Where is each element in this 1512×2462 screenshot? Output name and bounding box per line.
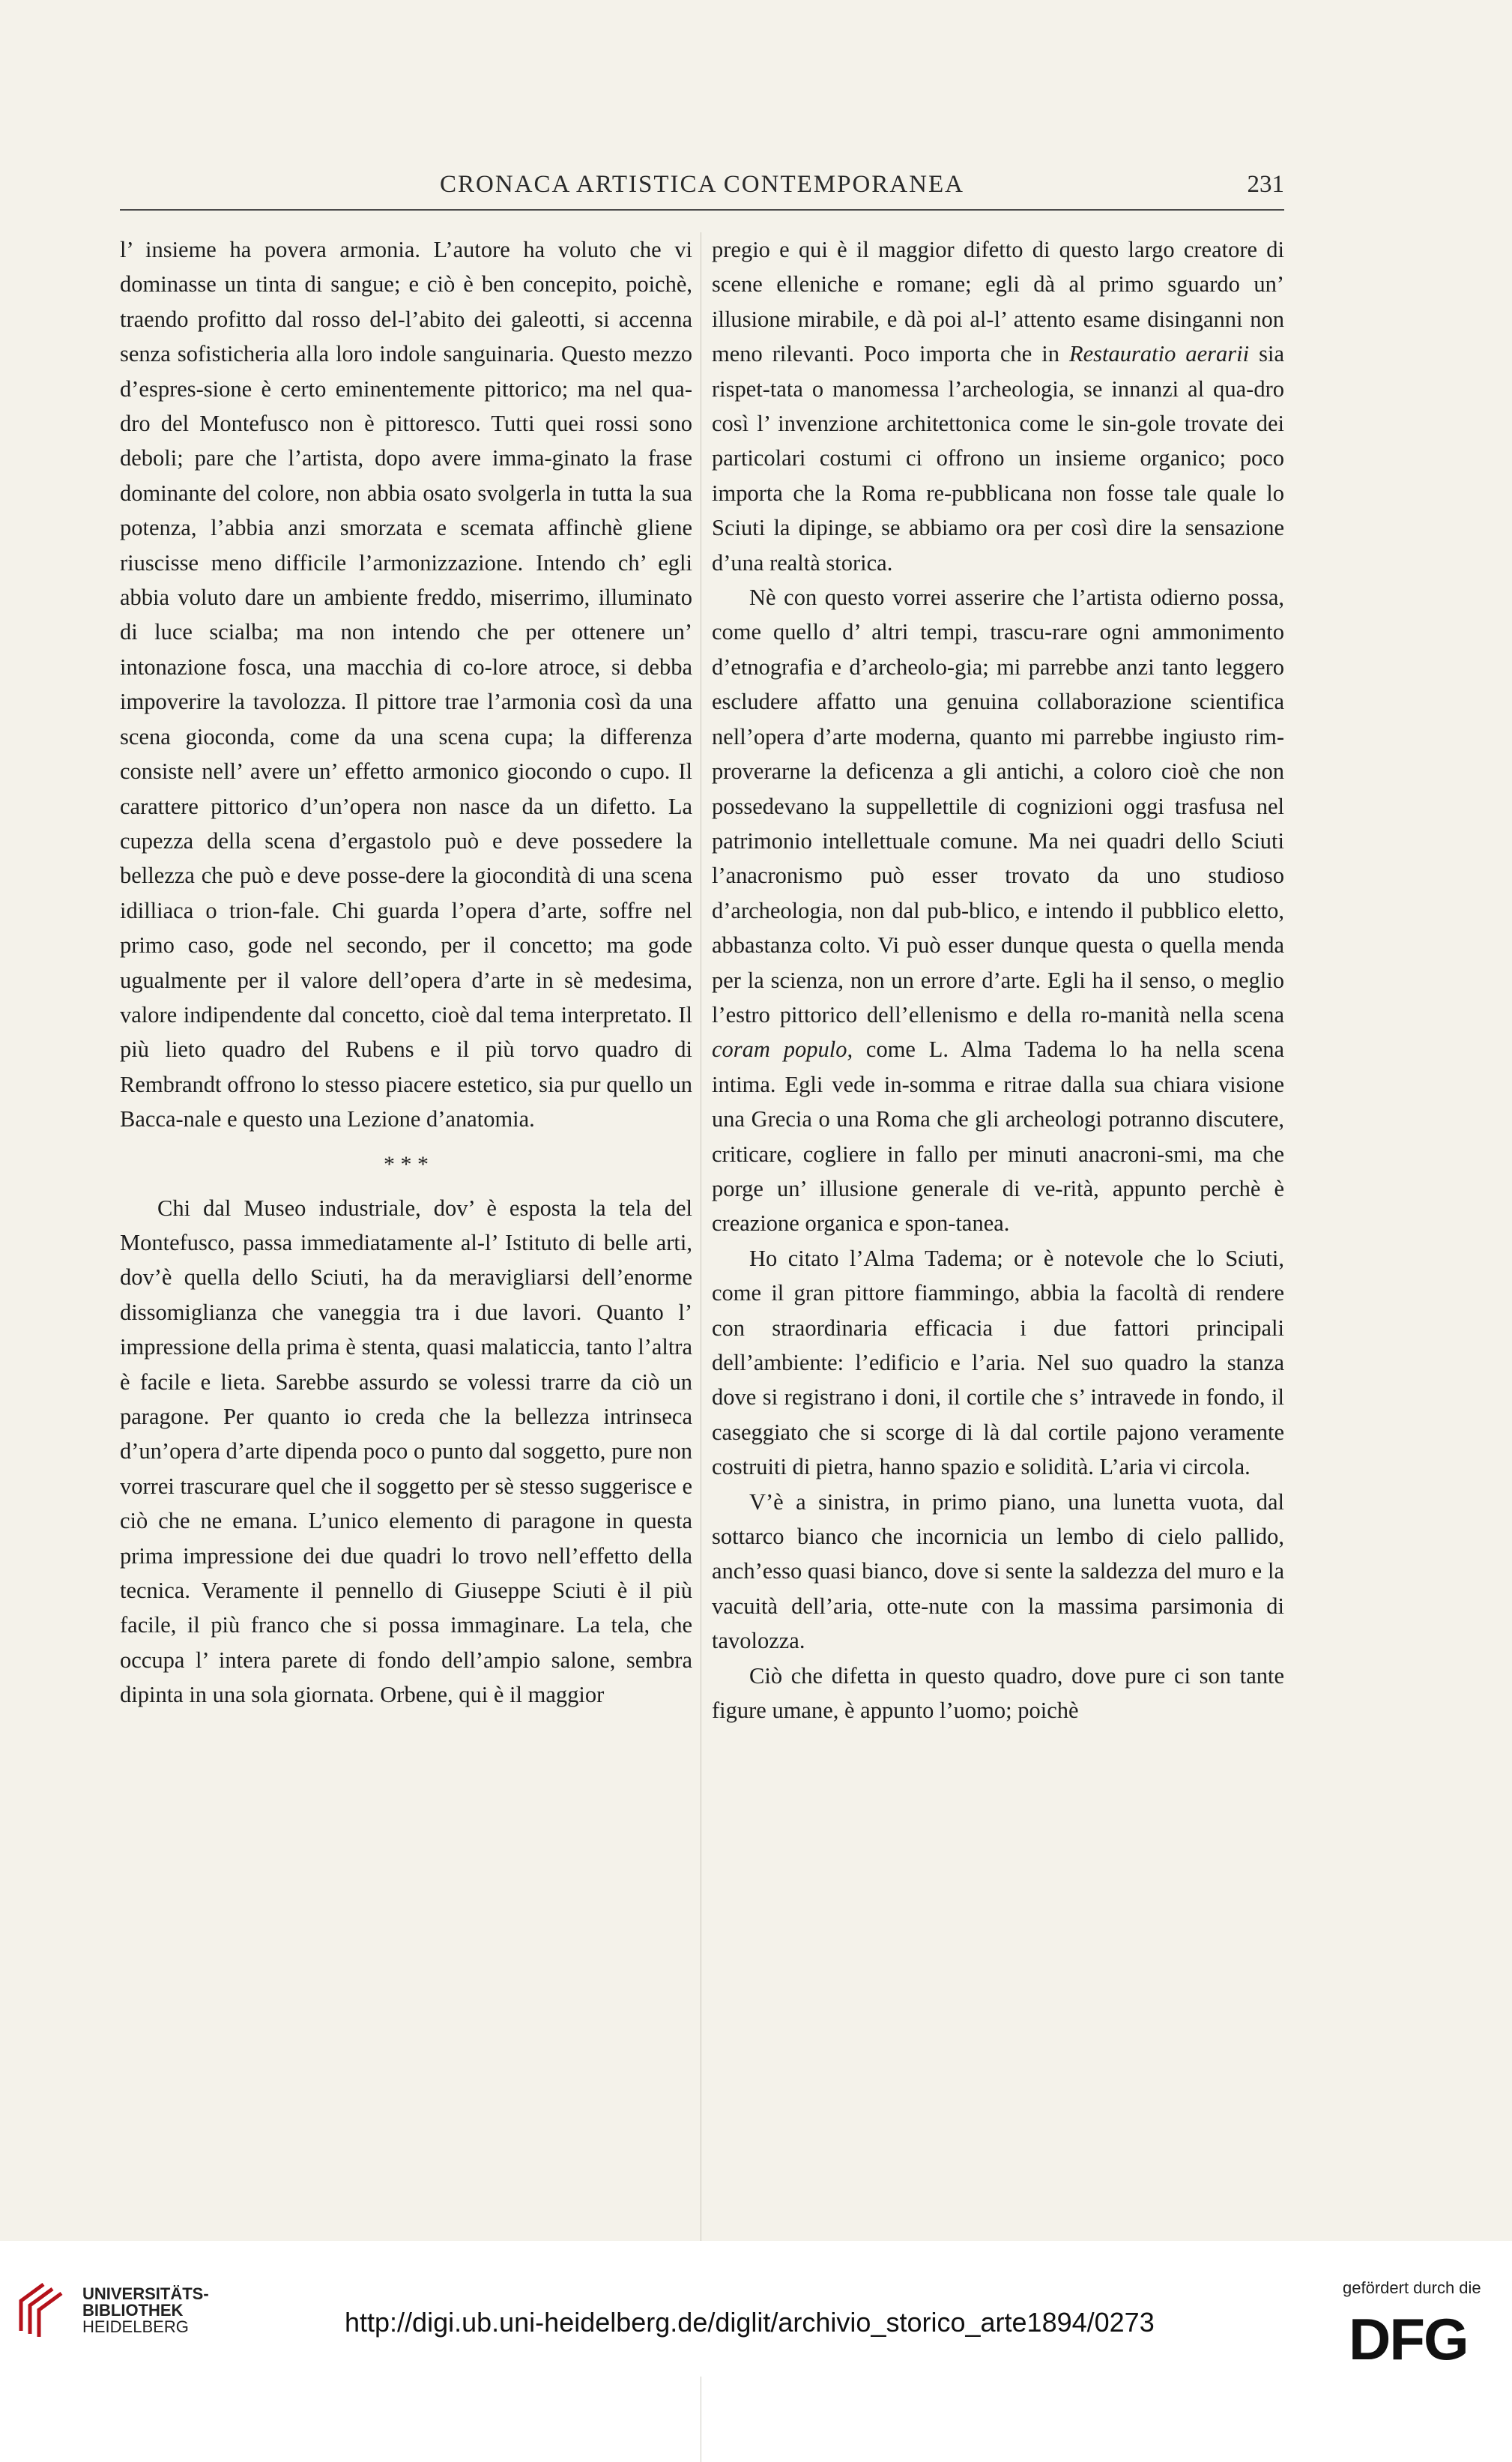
right-column	[712, 232, 1284, 1728]
dfg-logo-icon[interactable]	[1349, 2310, 1491, 2365]
dfg-logo-text: DFG	[1349, 2310, 1468, 2365]
university-library-logo-icon[interactable]	[13, 2278, 66, 2338]
paragraph: Chi dal Museo industriale, dov’ è esposta la tela del Montefusco, passa immediatamente al-l’ Istituto di belle arti, dov’è quella dello Sciuti, ha da meravigliarsi dell’enorme dissomiglianza che vaneggia tra i due lavori. Quanto l’ impressione della prima è stenta, quasi malaticcia, tanto l’altra è facile e lieta. Sarebbe assurdo se volessi trarre da ciò un paragone. Per quanto io creda che la bellezza intrinseca d’un’opera d’arte dipenda poco o punto dal soggetto, pure non vorrei trascurare quel che il soggetto per sè stesso suggerisce e ciò che ne emana. L’unico elemento di paragone in questa prima impressione dei due quadri lo trovo nell’effetto della tecnica. Veramente il pennello di Giuseppe Sciuti è il più facile, il più franco che si possa immaginare. La tela, che occupa l’ intera parete di fondo dell’ampio salone, sembra dipinta in una sola giornata. Orbene, qui è il maggior	[120, 1195, 692, 1708]
text-run: pregio e qui è il maggior difetto di questo largo creatore di scene elleniche e romane; egli dà al primo sguardo un’ illusione mirabile, e dà poi al-l’ attento esame disinganni non meno rilevanti. Poco importa che in	[712, 237, 1284, 367]
permalink-url[interactable]: http://digi.ub.uni-heidelberg.de/diglit/archivio_storico_arte1894/0273	[345, 2307, 1155, 2338]
paragraph: Ho citato l’Alma Tadema; or è notevole che lo Sciuti, come il gran pittore fiammingo, abbia la facoltà di rendere con straordinaria efficacia i due fattori principali dell’ambiente: l’edificio e l’aria. Nel suo quadro la stanza dove si registrano i doni, il cortile che s’ intravede in fondo, il caseggiato che si scorge di là dal cortile pajono veramente costruiti di pietra, hanno spazio e solidità. L’aria vi circola.	[712, 1245, 1284, 1480]
paragraph: l’ insieme ha povera armonia. L’autore ha voluto che vi dominasse un tinta di sangue; e ciò è ben concepito, poichè, traendo profitto dal rosso del-l’abito dei galeotti, si accenna senza sofisticheria alla loro indole sanguinaria. Questo mezzo d’espres-sione è certo eminentemente pittorico; ma nel qua-dro del Montefusco non è pittoresco. Tutti quei rossi sono deboli; pare che l’artista, dopo avere imma-ginato la frase dominante del colore, non abbia osato svolgerla in tutta la sua potenza, l’abbia anzi smorzata e scemata affinchè gliene riuscisse meno difficile l’armonizzazione. Intendo ch’ egli abbia voluto dare un ambiente freddo, miserrimo, illuminato di luce scialba; ma non intendo che per ottenere un’ intonazione fosca, una macchia di co-lore atroce, si debba impoverire la tavolozza. Il pittore trae l’armonia così da una scena gioconda, come da una scena cupa; la differenza consiste nell’ avere un’ effetto armonico giocondo o cupo. Il carattere pittorico d’un’opera non nasce da un difetto. La cupezza della scena d’ergastolo può e deve possedere la bellezza che può e deve posse-dere la giocondità di una scena idilliaca o trion-fale. Chi guarda l’opera d’arte, soffre nel primo caso, gode nel secondo, per il concetto; ma gode ugualmente per il valore dell’opera d’arte in sè medesima, valore indipendente dal concetto, cioè dal tema interpretato. Il più lieto quadro del Rubens e il più torvo quadro di Rembrandt offrono lo stesso piacere estetico, sia pur quello un Bacca-nale e questo una Lezione d’anatomia.	[120, 237, 692, 1132]
paragraph: V’è a sinistra, in primo piano, una lunetta vuota, dal sottarco bianco che incornicia un lembo di cielo pallido, anch’esso quasi bianco, dove si sente la saldezza del muro e la vacuità dell’aria, otte-nute con la massima parsimonia di tavolozza.	[712, 1488, 1284, 1654]
paragraph: Ciò che difetta in questo quadro, dove pure ci son tante figure umane, è appunto l’uomo; poichè	[712, 1662, 1284, 1724]
header-rule	[120, 209, 1284, 211]
running-title: CRONACA ARTISTICA CONTEMPORANEA	[440, 171, 964, 198]
funded-by-caption: gefördert durch die	[1343, 2278, 1481, 2297]
library-name-line: UNIVERSITÄTS-	[82, 2284, 209, 2303]
italic-phrase: coram populo,	[712, 1037, 853, 1063]
italic-title: Restauratio aerarii	[1069, 341, 1250, 367]
asterism: * * *	[384, 1151, 429, 1177]
text-run: come L. Alma Tadema lo ha nella scena intima. Egli vede in-somma e ritrae dalla sua chiara visione una Grecia o una Roma che gli archeologi potranno discutere, criticare, cogliere in fallo per minuti anacroni-smi, ma che porge un’ illusione generale di ve-rità, appunto perchè è creazione organica e spon-tanea.	[712, 1037, 1284, 1237]
running-header	[120, 171, 1284, 210]
text-run: sia rispet-tata o manomessa l’archeologia, se innanzi al qua-dro così l’ invenzione architettonica come le sin-gole trovate dei particolari costumi ci offrono un insieme organico; poco importa che la Roma re-pubblicana non fosse tale quale lo Sciuti la dipinge, se abbiamo ora per così dire la sensazione d’una realtà storica.	[712, 341, 1284, 576]
paragraph	[712, 232, 1284, 580]
page-number: 231	[1247, 171, 1284, 198]
library-name	[82, 2286, 209, 2335]
text-run: Nè con questo vorrei asserire che l’artista odierno possa, come quello d’ altri tempi, trascu-rare ogni ammonimento d’etnografia e d’archeolo-gia; mi parrebbe anzi tanto leggero escludere affatto una genuina collaborazione scientifica nell’opera d’arte moderna, quanto mi parrebbe ingiusto rim-proverarne la deficenza a gli antichi, a coloro cioè che non possedevano la suppellettile di cognizioni oggi trasfusa nel patrimonio intellettuale comune. Ma nei quadri dello Sciuti l’anacronismo può esser trovato da uno studioso d’archeologia, non dal pub-blico, e intendo il pubblico eletto, abbastanza colto. Vi può esser dunque questa o quella menda per la scienza, non un errore d’arte. Egli ha il senso, o meglio l’estro pittorico dell’ellenismo e della ro-manità nella scena	[712, 585, 1284, 1028]
library-name-line: HEIDELBERG	[82, 2317, 189, 2336]
paragraph	[712, 580, 1284, 1241]
left-column	[120, 232, 692, 1713]
library-name-line: BIBLIOTHEK	[82, 2301, 184, 2320]
